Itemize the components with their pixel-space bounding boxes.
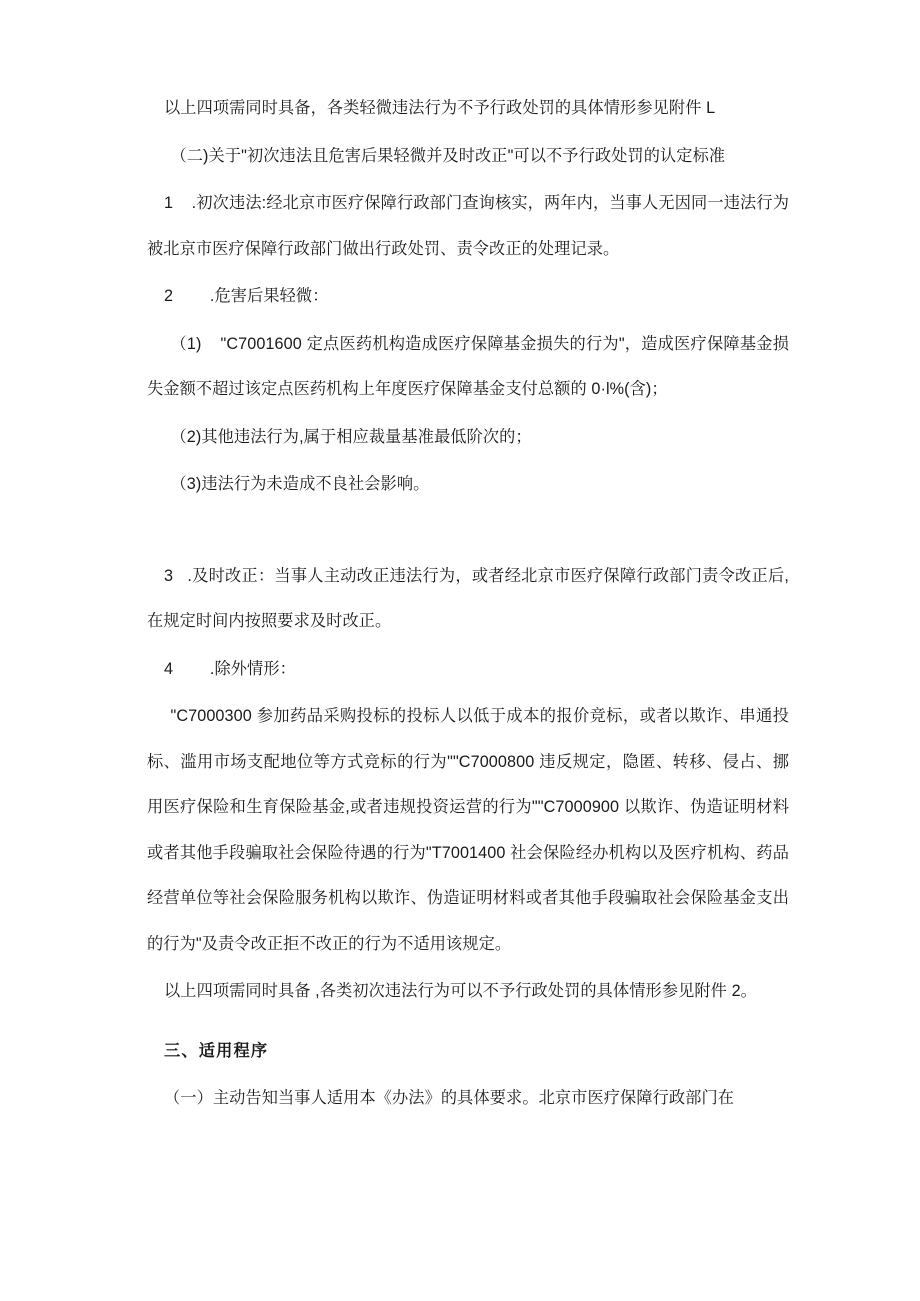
paragraph-summary-first-violations: 以上四项需同时具备 ,各类初次违法行为可以不予行政处罚的具体情形参见附件 2。 <box>164 982 757 1000</box>
paragraph-item-4-exclusions: 4 .除外情形： <box>164 659 296 678</box>
paragraph-item-2-sub-3: （3)违法行为未造成不良社会影响。 <box>170 475 430 493</box>
paragraph-item-1-first-violation: 1 .初次违法:经北京市医疗保障行政部门查询核实，两年内，当事人无因同一违法行为被北京市医疗保障行政部门做出行政处罚、责令改正的处理记录。 <box>147 194 789 258</box>
paragraph-item-2-sub-1: （1) "C7001600 定点医药机构造成医疗保障基金损失的行为"，造成医疗保障基金损失金额不超过该定点医药机构上年度医疗保障基金支付总额的 0·l%(含)； <box>147 334 789 398</box>
paragraph-item-2-minor-consequence: 2 .危害后果轻微： <box>164 287 329 305</box>
paragraph-section-two-heading: （二)关于"初次违法且危害后果轻微并及时改正"可以不予行政处罚的认定标准 <box>170 146 726 165</box>
heading-section-three-procedures: 三、适用程序 <box>164 1041 269 1060</box>
paragraph-summary-minor-violations: 以上四项需同时具备，各类轻微违法行为不予行政处罚的具体情形参见附件 L <box>164 99 716 117</box>
paragraph-item-3-timely-correction: 3 .及时改正：当事人主动改正违法行为，或者经北京市医疗保障行政部门责令改正后,在规定时间内按照要求及时改正。 <box>147 566 789 630</box>
paragraph-item-4-exclusion-codes: "C7000300 参加药品采购投标的投标人以低于成本的报价竞标，或者以欺诈、串通投标、滥用市场支配地位等方式竞标的行为""C7000800 违反规定，隐匿、转移、侵占、挪用医疗保险和生育保险基金,或者违规投资运营的行为""C7000900 以欺诈、伪造证明材料或者其他手段骗取社会保险待遇的行为"T7001400 社会保险经办机构以及医疗机构、药品经营单位等社会保险服务机构以欺诈、伪造证明材料或者其他手段骗取社会保险基金支出的行为"及责令改正拒不改正的行为不适用该规定。 <box>147 707 789 953</box>
paragraph-item-2-sub-2: （2)其他违法行为,属于相应裁量基准最低阶次的； <box>170 427 532 446</box>
document-body <box>147 86 789 1122</box>
paragraph-section-three-item-1: （一）主动告知当事人适用本《办法》的具体要求。北京市医疗保障行政部门在 <box>164 1089 735 1107</box>
